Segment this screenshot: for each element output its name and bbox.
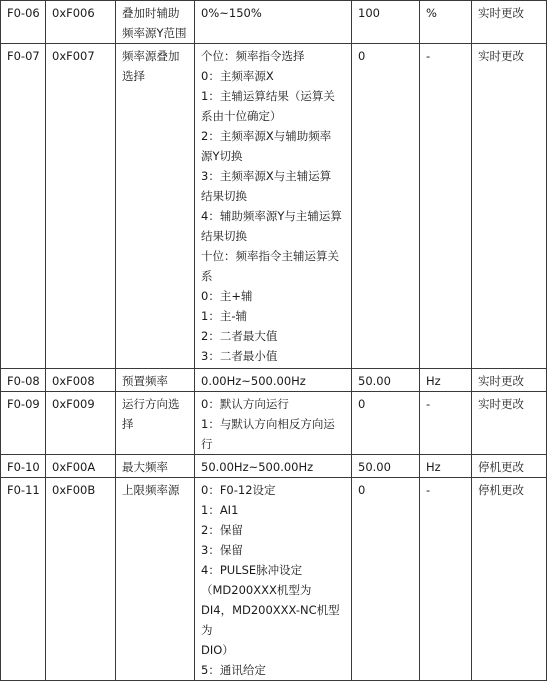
param-change-cell: 实时更改 — [472, 1, 547, 44]
table-row — [1, 392, 547, 455]
param-range-line: 0%~150% — [201, 6, 262, 20]
table-row — [1, 455, 547, 478]
param-range-cell — [195, 455, 352, 478]
param-code-cell: F0-10 — [1, 455, 46, 478]
param-name-line: 最大频率 — [122, 460, 168, 474]
table-row — [1, 1, 547, 44]
param-range-line: 0：主+辅 — [201, 289, 253, 303]
param-unit-cell: - — [420, 44, 472, 369]
param-default-cell: 50.00 — [352, 455, 420, 478]
param-range-cell — [195, 478, 352, 681]
param-range-line: 0：F0-12设定 — [201, 483, 276, 497]
param-name-cell — [116, 478, 195, 681]
param-default-cell: 0 — [352, 478, 420, 681]
param-range-line: 行 — [201, 437, 213, 451]
param-range-line: 3：主频率源X与主辅运算 — [201, 169, 332, 183]
param-address-cell: 0xF008 — [46, 369, 116, 392]
param-range-line: 1：与默认方向相反方向运 — [201, 417, 335, 431]
param-change-cell: 实时更改 — [472, 369, 547, 392]
param-name-line: 选择 — [122, 69, 145, 83]
param-name-line: 运行方向选 — [122, 397, 180, 411]
param-range-line: 4：PULSE脉冲设定 — [201, 563, 303, 577]
param-range-line: 结果切换 — [201, 229, 247, 243]
param-change-cell: 停机更改 — [472, 478, 547, 681]
param-range-line: 2：二者最大值 — [201, 329, 278, 343]
param-range-line: 4：辅助频率源Y与主辅运算 — [201, 209, 342, 223]
param-range-cell — [195, 1, 352, 44]
param-range-line: DIO） — [201, 643, 234, 657]
param-name-cell — [116, 1, 195, 44]
param-code-cell: F0-07 — [1, 44, 46, 369]
param-default-cell: 0 — [352, 392, 420, 455]
param-unit-cell: - — [420, 478, 472, 681]
param-range-line: 十位：频率指令主辅运算关 — [201, 249, 339, 263]
param-range-line: 系 — [201, 269, 213, 283]
param-name-line: 上限频率源 — [122, 483, 180, 497]
param-name-cell — [116, 44, 195, 369]
table-row — [1, 369, 547, 392]
param-range-line: 1：主辅运算结果（运算关 — [201, 89, 335, 103]
param-name-cell — [116, 455, 195, 478]
param-range-line: 源Y切换 — [201, 149, 243, 163]
param-range-line: 0：主频率源X — [201, 69, 274, 83]
param-unit-cell: Hz — [420, 369, 472, 392]
param-name-line: 频率源Y范围 — [122, 26, 187, 40]
param-range-line: 系由十位确定） — [201, 109, 282, 123]
param-name-line: 频率源叠加 — [122, 49, 180, 63]
param-default-cell: 100 — [352, 1, 420, 44]
parameter-table-body — [1, 1, 547, 681]
param-default-cell: 0 — [352, 44, 420, 369]
param-range-line: DI4，MD200XXX-NC机型为 — [201, 603, 340, 637]
param-range-line: 5：通讯给定 — [201, 663, 266, 677]
param-range-line: （MD200XXX机型为 — [201, 583, 312, 597]
param-address-cell: 0xF009 — [46, 392, 116, 455]
param-name-line: 叠加时辅助 — [122, 6, 180, 20]
param-unit-cell: % — [420, 1, 472, 44]
param-address-cell: 0xF00A — [46, 455, 116, 478]
param-unit-cell: - — [420, 392, 472, 455]
param-range-cell — [195, 44, 352, 369]
param-range-line: 50.00Hz~500.00Hz — [201, 460, 314, 474]
param-range-line: 2：保留 — [201, 523, 243, 537]
param-range-line: 个位：频率指令选择 — [201, 49, 305, 63]
param-change-cell: 实时更改 — [472, 392, 547, 455]
table-row — [1, 478, 547, 681]
param-code-cell: F0-11 — [1, 478, 46, 681]
param-default-cell: 50.00 — [352, 369, 420, 392]
table-row — [1, 44, 547, 369]
param-change-cell: 实时更改 — [472, 44, 547, 369]
param-range-line: 2：主频率源X与辅助频率 — [201, 129, 332, 143]
param-range-line: 1：AI1 — [201, 503, 239, 517]
param-range-line: 3：保留 — [201, 543, 243, 557]
param-address-cell: 0xF00B — [46, 478, 116, 681]
param-range-line: 结果切换 — [201, 189, 247, 203]
param-range-line: 0.00Hz~500.00Hz — [201, 374, 306, 388]
param-code-cell: F0-08 — [1, 369, 46, 392]
param-name-cell — [116, 369, 195, 392]
param-code-cell: F0-06 — [1, 1, 46, 44]
param-address-cell: 0xF007 — [46, 44, 116, 369]
param-range-line: 0：默认方向运行 — [201, 397, 289, 411]
param-name-line: 预置频率 — [122, 374, 168, 388]
param-code-cell: F0-09 — [1, 392, 46, 455]
param-range-line: 3：二者最小值 — [201, 349, 278, 363]
param-name-cell — [116, 392, 195, 455]
param-change-cell: 停机更改 — [472, 455, 547, 478]
param-range-cell — [195, 392, 352, 455]
param-name-line: 择 — [122, 417, 134, 431]
param-range-line: 1：主-辅 — [201, 309, 247, 323]
param-address-cell: 0xF006 — [46, 1, 116, 44]
param-unit-cell: Hz — [420, 455, 472, 478]
param-range-cell — [195, 369, 352, 392]
